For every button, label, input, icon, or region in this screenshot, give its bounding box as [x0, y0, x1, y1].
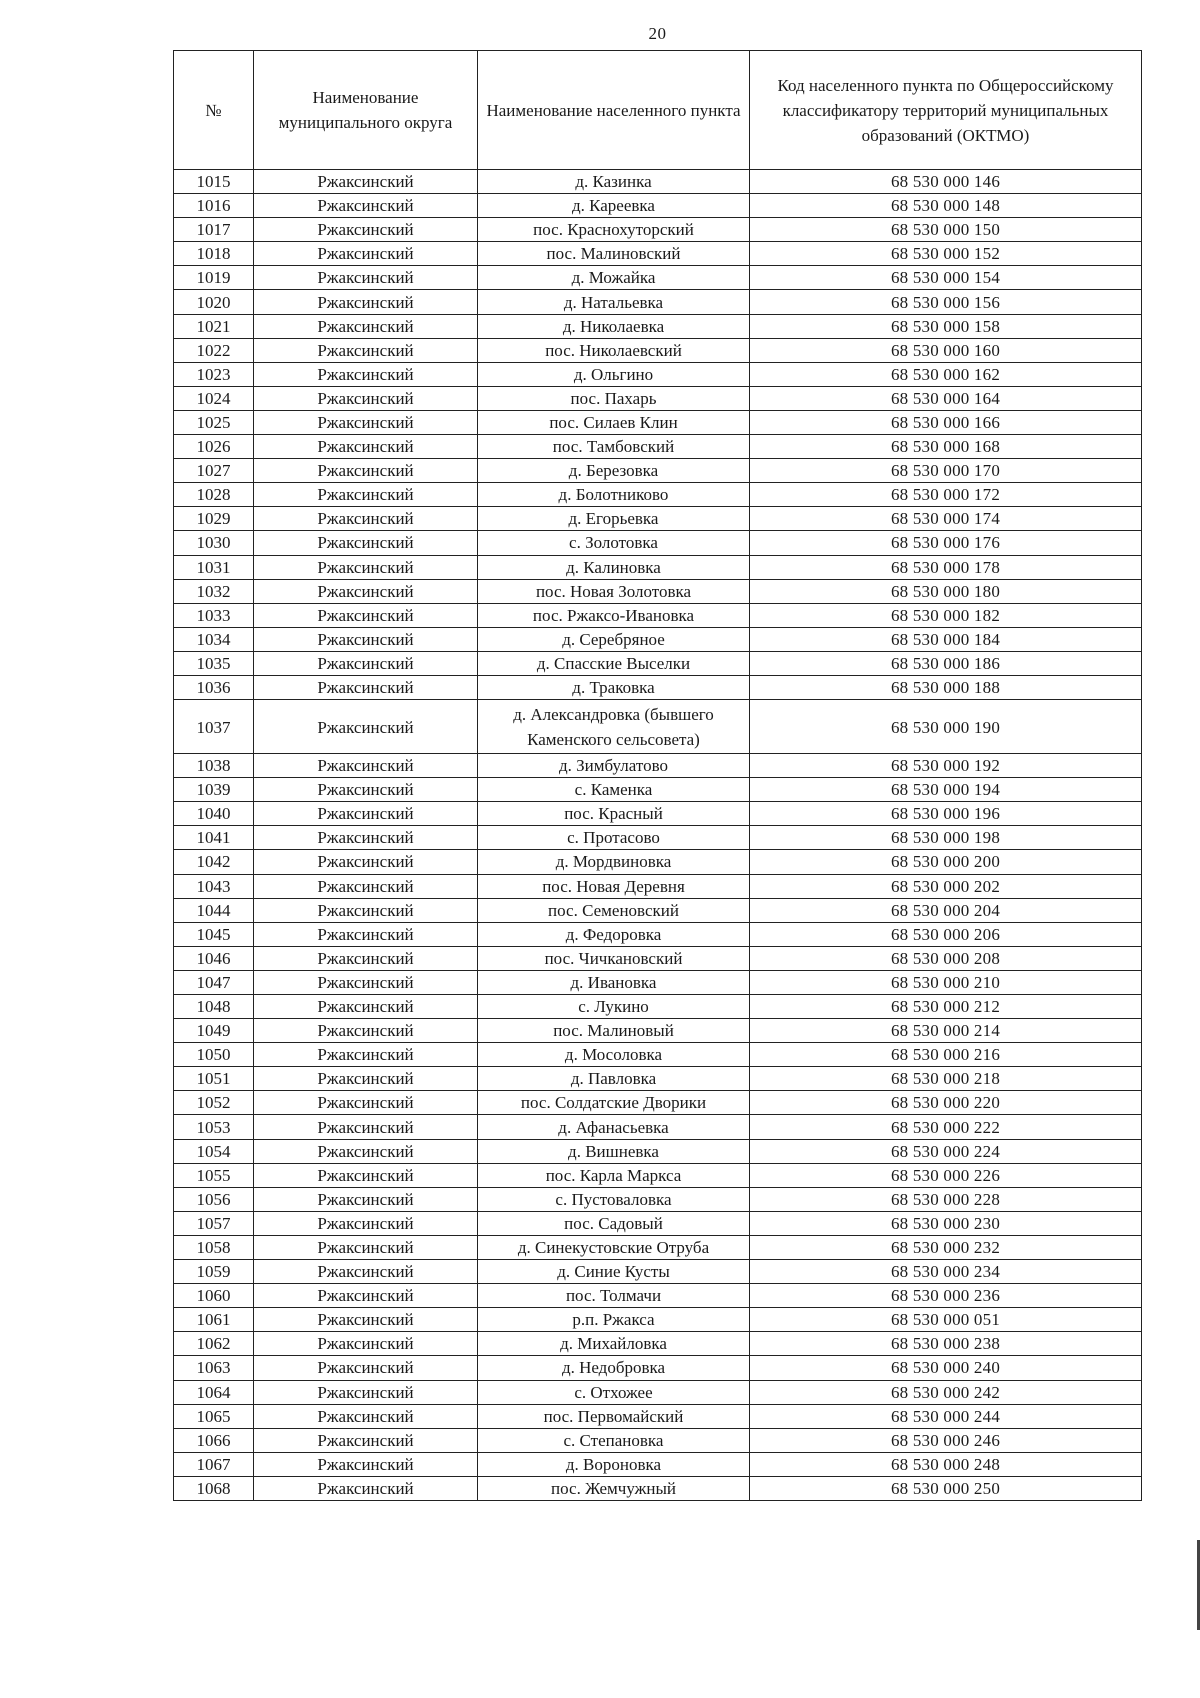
oktmo-code: 68 530 000 246 [750, 1428, 1142, 1452]
municipal-district: Ржаксинский [254, 1211, 478, 1235]
settlement-name: с. Лукино [478, 995, 750, 1019]
table-row [174, 1284, 1142, 1308]
settlement-name: пос. Новая Деревня [478, 874, 750, 898]
oktmo-code: 68 530 000 150 [750, 218, 1142, 242]
row-number: 1041 [174, 826, 254, 850]
row-number: 1062 [174, 1332, 254, 1356]
settlement-name: д. Кареевка [478, 194, 750, 218]
row-number: 1056 [174, 1187, 254, 1211]
settlement-name: д. Николаевка [478, 314, 750, 338]
oktmo-code: 68 530 000 214 [750, 1019, 1142, 1043]
municipal-district: Ржаксинский [254, 970, 478, 994]
oktmo-code: 68 530 000 194 [750, 778, 1142, 802]
municipal-district: Ржаксинский [254, 555, 478, 579]
table-row [174, 995, 1142, 1019]
oktmo-code: 68 530 000 184 [750, 627, 1142, 651]
oktmo-code: 68 530 000 220 [750, 1091, 1142, 1115]
municipal-district: Ржаксинский [254, 651, 478, 675]
table-row [174, 362, 1142, 386]
table-row [174, 1380, 1142, 1404]
municipal-district: Ржаксинский [254, 1235, 478, 1259]
table-row [174, 1163, 1142, 1187]
settlement-name: пос. Жемчужный [478, 1476, 750, 1500]
oktmo-code: 68 530 000 172 [750, 483, 1142, 507]
settlement-name: пос. Красный [478, 802, 750, 826]
row-number: 1031 [174, 555, 254, 579]
table-row [174, 1260, 1142, 1284]
oktmo-code: 68 530 000 174 [750, 507, 1142, 531]
settlement-name: д. Березовка [478, 459, 750, 483]
settlement-name: д. Болотниково [478, 483, 750, 507]
municipal-district: Ржаксинский [254, 898, 478, 922]
oktmo-code: 68 530 000 216 [750, 1043, 1142, 1067]
oktmo-code: 68 530 000 222 [750, 1115, 1142, 1139]
settlement-name: с. Каменка [478, 778, 750, 802]
table-row [174, 579, 1142, 603]
municipal-district: Ржаксинский [254, 242, 478, 266]
oktmo-code: 68 530 000 238 [750, 1332, 1142, 1356]
header-number: № [174, 51, 254, 170]
municipal-district: Ржаксинский [254, 459, 478, 483]
settlement-name: д. Павловка [478, 1067, 750, 1091]
oktmo-code: 68 530 000 230 [750, 1211, 1142, 1235]
oktmo-code: 68 530 000 212 [750, 995, 1142, 1019]
table-row [174, 1452, 1142, 1476]
row-number: 1040 [174, 802, 254, 826]
row-number: 1032 [174, 579, 254, 603]
table-row [174, 314, 1142, 338]
page-number: 20 [648, 24, 667, 43]
table-row [174, 555, 1142, 579]
oktmo-code: 68 530 000 210 [750, 970, 1142, 994]
row-number: 1061 [174, 1308, 254, 1332]
settlement-name: д. Мосоловка [478, 1043, 750, 1067]
municipal-district: Ржаксинский [254, 754, 478, 778]
row-number: 1037 [174, 700, 254, 754]
table-row [174, 754, 1142, 778]
oktmo-code: 68 530 000 176 [750, 531, 1142, 555]
table-row [174, 898, 1142, 922]
settlement-name: д. Можайка [478, 266, 750, 290]
table-row [174, 778, 1142, 802]
header-settlement-name: Наименование населенного пункта [478, 51, 750, 170]
settlement-name: д. Зимбулатово [478, 754, 750, 778]
settlement-name: д. Вороновка [478, 1452, 750, 1476]
oktmo-code: 68 530 000 192 [750, 754, 1142, 778]
settlement-name: д. Калиновка [478, 555, 750, 579]
settlement-name: д. Александровка (бывшего Каменского сельсовета) [478, 700, 750, 754]
municipal-district: Ржаксинский [254, 338, 478, 362]
settlement-name: пос. Малиновский [478, 242, 750, 266]
table-row [174, 603, 1142, 627]
table-row [174, 1476, 1142, 1500]
table-row [174, 170, 1142, 194]
table-row [174, 1043, 1142, 1067]
oktmo-code: 68 530 000 204 [750, 898, 1142, 922]
municipal-district: Ржаксинский [254, 1356, 478, 1380]
oktmo-code: 68 530 000 162 [750, 362, 1142, 386]
row-number: 1024 [174, 386, 254, 410]
settlement-name: с. Протасово [478, 826, 750, 850]
table-row [174, 1211, 1142, 1235]
municipal-district: Ржаксинский [254, 778, 478, 802]
settlement-name: пос. Карла Маркса [478, 1163, 750, 1187]
municipal-district: Ржаксинский [254, 874, 478, 898]
municipal-district: Ржаксинский [254, 922, 478, 946]
table-row [174, 1308, 1142, 1332]
table-row [174, 266, 1142, 290]
settlement-name: д. Недобровка [478, 1356, 750, 1380]
header-row [174, 51, 1142, 170]
oktmo-code: 68 530 000 190 [750, 700, 1142, 754]
municipal-district: Ржаксинский [254, 1260, 478, 1284]
oktmo-code: 68 530 000 226 [750, 1163, 1142, 1187]
municipal-district: Ржаксинский [254, 627, 478, 651]
oktmo-code: 68 530 000 178 [750, 555, 1142, 579]
oktmo-code: 68 530 000 234 [750, 1260, 1142, 1284]
oktmo-code: 68 530 000 152 [750, 242, 1142, 266]
settlement-name: пос. Тамбовский [478, 435, 750, 459]
municipal-district: Ржаксинский [254, 386, 478, 410]
table-row [174, 802, 1142, 826]
settlement-name: д. Мордвиновка [478, 850, 750, 874]
row-number: 1060 [174, 1284, 254, 1308]
table-row [174, 1332, 1142, 1356]
header-oktmo-code: Код населенного пункта по Общероссийскому классификатору территорий муниципальных образований (ОКТМО) [750, 51, 1142, 170]
municipal-district: Ржаксинский [254, 1187, 478, 1211]
municipal-district: Ржаксинский [254, 314, 478, 338]
table-header [174, 51, 1142, 170]
oktmo-code: 68 530 000 208 [750, 946, 1142, 970]
municipal-district: Ржаксинский [254, 1091, 478, 1115]
municipal-district: Ржаксинский [254, 1452, 478, 1476]
municipal-district: Ржаксинский [254, 802, 478, 826]
row-number: 1027 [174, 459, 254, 483]
row-number: 1028 [174, 483, 254, 507]
table-row [174, 627, 1142, 651]
header-municipal-district: Наименование муниципального округа [254, 51, 478, 170]
row-number: 1034 [174, 627, 254, 651]
row-number: 1035 [174, 651, 254, 675]
row-number: 1068 [174, 1476, 254, 1500]
oktmo-code: 68 530 000 196 [750, 802, 1142, 826]
table-row [174, 946, 1142, 970]
oktmo-code: 68 530 000 202 [750, 874, 1142, 898]
municipal-district: Ржаксинский [254, 483, 478, 507]
oktmo-code: 68 530 000 206 [750, 922, 1142, 946]
settlement-name: пос. Ржаксо-Ивановка [478, 603, 750, 627]
municipal-district: Ржаксинский [254, 995, 478, 1019]
municipal-district: Ржаксинский [254, 1163, 478, 1187]
oktmo-code: 68 530 000 250 [750, 1476, 1142, 1500]
table-row [174, 507, 1142, 531]
municipal-district: Ржаксинский [254, 1019, 478, 1043]
row-number: 1026 [174, 435, 254, 459]
settlement-name: д. Вишневка [478, 1139, 750, 1163]
oktmo-code: 68 530 000 248 [750, 1452, 1142, 1476]
row-number: 1064 [174, 1380, 254, 1404]
municipal-district: Ржаксинский [254, 675, 478, 699]
row-number: 1059 [174, 1260, 254, 1284]
table-row [174, 531, 1142, 555]
table-body [174, 170, 1142, 1501]
row-number: 1055 [174, 1163, 254, 1187]
table-row [174, 970, 1142, 994]
row-number: 1021 [174, 314, 254, 338]
table-row [174, 1019, 1142, 1043]
row-number: 1025 [174, 410, 254, 434]
row-number: 1033 [174, 603, 254, 627]
municipal-district: Ржаксинский [254, 1404, 478, 1428]
row-number: 1054 [174, 1139, 254, 1163]
table-row [174, 1428, 1142, 1452]
settlement-name: д. Синекустовские Отруба [478, 1235, 750, 1259]
oktmo-code: 68 530 000 156 [750, 290, 1142, 314]
municipal-district: Ржаксинский [254, 579, 478, 603]
municipal-district: Ржаксинский [254, 218, 478, 242]
row-number: 1016 [174, 194, 254, 218]
row-number: 1015 [174, 170, 254, 194]
table-row [174, 218, 1142, 242]
row-number: 1048 [174, 995, 254, 1019]
table-row [174, 1187, 1142, 1211]
settlement-name: пос. Краснохуторский [478, 218, 750, 242]
oktmo-code: 68 530 000 170 [750, 459, 1142, 483]
oktmo-code: 68 530 000 236 [750, 1284, 1142, 1308]
row-number: 1030 [174, 531, 254, 555]
table-row [174, 874, 1142, 898]
oktmo-code: 68 530 000 182 [750, 603, 1142, 627]
municipal-district: Ржаксинский [254, 194, 478, 218]
municipal-district: Ржаксинский [254, 410, 478, 434]
oktmo-code: 68 530 000 232 [750, 1235, 1142, 1259]
settlement-name: д. Синие Кусты [478, 1260, 750, 1284]
settlement-name: пос. Солдатские Дворики [478, 1091, 750, 1115]
table-row [174, 386, 1142, 410]
row-number: 1017 [174, 218, 254, 242]
table-row [174, 459, 1142, 483]
municipal-district: Ржаксинский [254, 1115, 478, 1139]
table-row [174, 1067, 1142, 1091]
settlement-name: с. Золотовка [478, 531, 750, 555]
municipal-district: Ржаксинский [254, 290, 478, 314]
settlement-name: д. Федоровка [478, 922, 750, 946]
row-number: 1053 [174, 1115, 254, 1139]
oktmo-code: 68 530 000 158 [750, 314, 1142, 338]
oktmo-code: 68 530 000 188 [750, 675, 1142, 699]
row-number: 1050 [174, 1043, 254, 1067]
municipal-district: Ржаксинский [254, 1067, 478, 1091]
municipal-district: Ржаксинский [254, 1308, 478, 1332]
table-row [174, 242, 1142, 266]
row-number: 1046 [174, 946, 254, 970]
table-row [174, 922, 1142, 946]
oktmo-code: 68 530 000 218 [750, 1067, 1142, 1091]
row-number: 1029 [174, 507, 254, 531]
row-number: 1020 [174, 290, 254, 314]
municipal-district: Ржаксинский [254, 362, 478, 386]
oktmo-code: 68 530 000 168 [750, 435, 1142, 459]
settlement-name: с. Пустоваловка [478, 1187, 750, 1211]
table-row [174, 651, 1142, 675]
row-number: 1043 [174, 874, 254, 898]
oktmo-code: 68 530 000 244 [750, 1404, 1142, 1428]
oktmo-code: 68 530 000 051 [750, 1308, 1142, 1332]
settlement-name: пос. Силаев Клин [478, 410, 750, 434]
municipal-district: Ржаксинский [254, 1428, 478, 1452]
oktmo-code: 68 530 000 242 [750, 1380, 1142, 1404]
row-number: 1051 [174, 1067, 254, 1091]
table-row [174, 675, 1142, 699]
municipal-district: Ржаксинский [254, 170, 478, 194]
municipal-district: Ржаксинский [254, 266, 478, 290]
table-row [174, 1356, 1142, 1380]
oktmo-code: 68 530 000 240 [750, 1356, 1142, 1380]
table-row [174, 1404, 1142, 1428]
table-row [174, 700, 1142, 754]
row-number: 1044 [174, 898, 254, 922]
municipal-district: Ржаксинский [254, 700, 478, 754]
settlement-name: д. Ивановка [478, 970, 750, 994]
settlement-name: д. Траковка [478, 675, 750, 699]
table-row [174, 1091, 1142, 1115]
settlement-name: д. Казинка [478, 170, 750, 194]
municipal-district: Ржаксинский [254, 1380, 478, 1404]
row-number: 1022 [174, 338, 254, 362]
row-number: 1038 [174, 754, 254, 778]
settlements-table [173, 50, 1142, 1501]
municipal-district: Ржаксинский [254, 435, 478, 459]
municipal-district: Ржаксинский [254, 1476, 478, 1500]
municipal-district: Ржаксинский [254, 1284, 478, 1308]
row-number: 1042 [174, 850, 254, 874]
table-row [174, 826, 1142, 850]
settlement-name: пос. Толмачи [478, 1284, 750, 1308]
settlement-name: пос. Малиновый [478, 1019, 750, 1043]
settlement-name: р.п. Ржакса [478, 1308, 750, 1332]
municipal-district: Ржаксинский [254, 531, 478, 555]
settlement-name: пос. Первомайский [478, 1404, 750, 1428]
settlement-name: д. Афанасьевка [478, 1115, 750, 1139]
municipal-district: Ржаксинский [254, 946, 478, 970]
settlement-name: пос. Садовый [478, 1211, 750, 1235]
settlement-name: пос. Семеновский [478, 898, 750, 922]
oktmo-code: 68 530 000 148 [750, 194, 1142, 218]
table-row [174, 338, 1142, 362]
row-number: 1066 [174, 1428, 254, 1452]
row-number: 1065 [174, 1404, 254, 1428]
municipal-district: Ржаксинский [254, 850, 478, 874]
row-number: 1049 [174, 1019, 254, 1043]
row-number: 1052 [174, 1091, 254, 1115]
settlement-name: пос. Пахарь [478, 386, 750, 410]
municipal-district: Ржаксинский [254, 1332, 478, 1356]
settlement-name: д. Спасские Выселки [478, 651, 750, 675]
oktmo-code: 68 530 000 186 [750, 651, 1142, 675]
oktmo-code: 68 530 000 166 [750, 410, 1142, 434]
settlement-name: пос. Николаевский [478, 338, 750, 362]
oktmo-code: 68 530 000 224 [750, 1139, 1142, 1163]
row-number: 1019 [174, 266, 254, 290]
municipal-district: Ржаксинский [254, 603, 478, 627]
settlement-name: д. Ольгино [478, 362, 750, 386]
row-number: 1058 [174, 1235, 254, 1259]
settlement-name: д. Натальевка [478, 290, 750, 314]
row-number: 1063 [174, 1356, 254, 1380]
table-row [174, 290, 1142, 314]
table-row [174, 194, 1142, 218]
municipal-district: Ржаксинский [254, 507, 478, 531]
row-number: 1057 [174, 1211, 254, 1235]
table-row [174, 1235, 1142, 1259]
row-number: 1036 [174, 675, 254, 699]
oktmo-code: 68 530 000 164 [750, 386, 1142, 410]
table-row [174, 1139, 1142, 1163]
oktmo-code: 68 530 000 146 [750, 170, 1142, 194]
settlement-name: д. Егорьевка [478, 507, 750, 531]
row-number: 1045 [174, 922, 254, 946]
municipal-district: Ржаксинский [254, 1139, 478, 1163]
settlement-name: с. Отхожее [478, 1380, 750, 1404]
row-number: 1047 [174, 970, 254, 994]
oktmo-code: 68 530 000 160 [750, 338, 1142, 362]
table-row [174, 483, 1142, 507]
oktmo-code: 68 530 000 180 [750, 579, 1142, 603]
row-number: 1039 [174, 778, 254, 802]
settlement-name: пос. Чичкановский [478, 946, 750, 970]
settlement-name: с. Степановка [478, 1428, 750, 1452]
row-number: 1067 [174, 1452, 254, 1476]
municipal-district: Ржаксинский [254, 826, 478, 850]
oktmo-code: 68 530 000 198 [750, 826, 1142, 850]
table-row [174, 435, 1142, 459]
row-number: 1018 [174, 242, 254, 266]
settlement-name: пос. Новая Золотовка [478, 579, 750, 603]
table-row [174, 410, 1142, 434]
settlement-name: д. Серебряное [478, 627, 750, 651]
settlement-name: д. Михайловка [478, 1332, 750, 1356]
table-row [174, 1115, 1142, 1139]
row-number: 1023 [174, 362, 254, 386]
municipal-district: Ржаксинский [254, 1043, 478, 1067]
oktmo-code: 68 530 000 228 [750, 1187, 1142, 1211]
table-row [174, 850, 1142, 874]
oktmo-code: 68 530 000 200 [750, 850, 1142, 874]
oktmo-code: 68 530 000 154 [750, 266, 1142, 290]
